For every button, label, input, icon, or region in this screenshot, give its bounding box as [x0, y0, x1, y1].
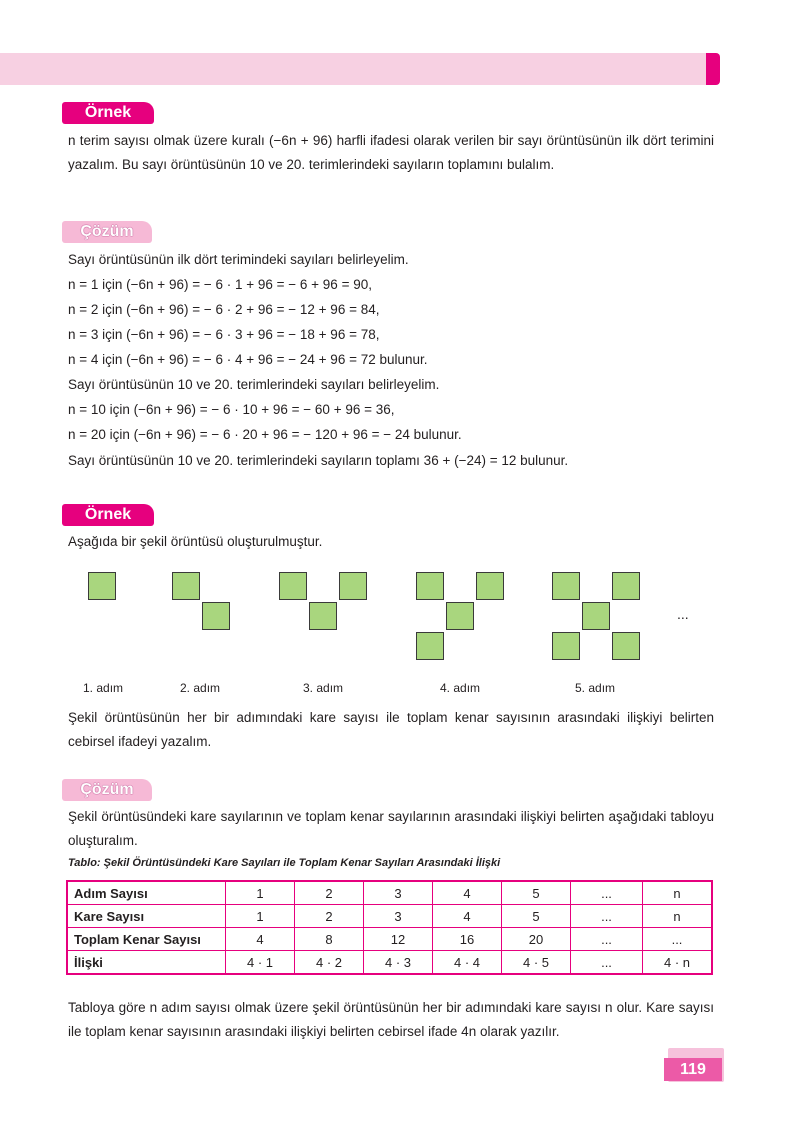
- pattern-square: [339, 572, 367, 600]
- table-cell: 4 · 5: [502, 951, 571, 975]
- table-cell: 5: [502, 881, 571, 905]
- step-label: 1. adım: [83, 681, 124, 695]
- table-cell: 2: [295, 905, 364, 928]
- solution-line: Sayı örüntüsünün 10 ve 20. terimlerindeki sayıları belirleyelim.: [68, 377, 440, 392]
- row-header: Kare Sayısı: [67, 905, 226, 928]
- relation-table: [66, 880, 713, 975]
- table-cell: 4 · n: [643, 951, 713, 975]
- pattern-square: [172, 572, 200, 600]
- solution-line: Sayı örüntüsünün ilk dört terimindeki sayıları belirleyelim.: [68, 252, 409, 267]
- table-cell: 8: [295, 928, 364, 951]
- pattern-square: [612, 632, 640, 660]
- table-cell: 1: [226, 905, 295, 928]
- table-cell: 4 · 1: [226, 951, 295, 975]
- pattern-square: [416, 632, 444, 660]
- step-label: 3. adım: [303, 681, 344, 695]
- table-cell: 4 · 2: [295, 951, 364, 975]
- conclusion-text: Tabloya göre n adım sayısı olmak üzere şekil örüntüsünün her bir adımındaki kare sayısı n olur. Kare sayısı ile toplam kenar sayısının arasındaki ilişkiyi belirten cebirsel ifade 4n olarak yazılır.: [68, 1000, 714, 1039]
- pattern-square: [202, 602, 230, 630]
- step-label: 5. adım: [575, 681, 616, 695]
- table-cell: n: [643, 905, 713, 928]
- table-cell: 5: [502, 905, 571, 928]
- table-cell: 20: [502, 928, 571, 951]
- table-cell: 2: [295, 881, 364, 905]
- table-caption: Tablo: Şekil Örüntüsündeki Kare Sayıları ile Toplam Kenar Sayıları Arasındaki İlişki: [68, 857, 501, 869]
- example-text: n terim sayısı olmak üzere kuralı (−6n + 96) harfli ifadesi olarak verilen bir sayı örüntüsünün ilk dört terimini yazalım. Bu sayı örüntüsünün 10 ve 20. terimlerindeki sayıların toplamını bulalım.: [68, 133, 714, 172]
- solution-line: n = 10 için (−6n + 96) = − 6 · 10 + 96 = − 60 + 96 = 36,: [68, 402, 395, 417]
- solution-badge: Çözüm: [62, 221, 152, 243]
- step-label: 2. adım: [180, 681, 221, 695]
- header-band: [0, 53, 712, 85]
- solution-line: n = 20 için (−6n + 96) = − 6 · 20 + 96 = − 120 + 96 = − 24 bulunur.: [68, 427, 462, 442]
- table-cell: ...: [643, 928, 713, 951]
- pattern-square: [552, 632, 580, 660]
- table-cell: 12: [364, 928, 433, 951]
- pattern-square: [309, 602, 337, 630]
- pattern-square: [476, 572, 504, 600]
- table-cell: 1: [226, 881, 295, 905]
- table-cell: ...: [571, 928, 643, 951]
- table-row: [67, 928, 712, 951]
- table-cell: ...: [571, 881, 643, 905]
- page-number: 119: [664, 1058, 722, 1081]
- table-cell: 4 · 3: [364, 951, 433, 975]
- example-text: Şekil örüntüsünün her bir adımındaki kare sayısı ile toplam kenar sayısının arasındaki ilişkiyi belirten cebirsel ifadeyi yazalım.: [68, 710, 714, 749]
- table-cell: n: [643, 881, 713, 905]
- row-header: Adım Sayısı: [67, 881, 226, 905]
- pattern-square: [446, 602, 474, 630]
- pattern-square: [416, 572, 444, 600]
- pattern-square: [552, 572, 580, 600]
- header-tab: [706, 53, 720, 85]
- table-cell: 3: [364, 881, 433, 905]
- row-header: İlişki: [67, 951, 226, 975]
- table-cell: ...: [571, 951, 643, 975]
- table-cell: 3: [364, 905, 433, 928]
- solution-line: Sayı örüntüsünün 10 ve 20. terimlerindeki sayıların toplamı 36 + (−24) = 12 bulunur.: [68, 453, 569, 468]
- pattern-ellipsis: ...: [677, 606, 689, 622]
- table-cell: 4: [226, 928, 295, 951]
- example-badge: Örnek: [62, 102, 154, 124]
- pattern-square: [582, 602, 610, 630]
- table-cell: 4: [433, 905, 502, 928]
- example-badge: Örnek: [62, 504, 154, 526]
- table-row: [67, 905, 712, 928]
- table-cell: 4 · 4: [433, 951, 502, 975]
- solution-text: Şekil örüntüsündeki kare sayılarının ve toplam kenar sayılarının arasındaki ilişkiyi belirten aşağıdaki tabloyu oluşturalım.: [68, 809, 714, 848]
- solution-badge: Çözüm: [62, 779, 152, 801]
- table-cell: 4: [433, 881, 502, 905]
- solution-line: n = 4 için (−6n + 96) = − 6 · 4 + 96 = − 24 + 96 = 72 bulunur.: [68, 352, 428, 367]
- table-cell: ...: [571, 905, 643, 928]
- table-row: [67, 951, 712, 975]
- pattern-square: [279, 572, 307, 600]
- solution-line: n = 3 için (−6n + 96) = − 6 · 3 + 96 = − 18 + 96 = 78,: [68, 327, 380, 342]
- solution-line: n = 2 için (−6n + 96) = − 6 · 2 + 96 = − 12 + 96 = 84,: [68, 302, 380, 317]
- pattern-square: [88, 572, 116, 600]
- table-cell: 16: [433, 928, 502, 951]
- solution-line: n = 1 için (−6n + 96) = − 6 · 1 + 96 = − 6 + 96 = 90,: [68, 277, 372, 292]
- step-label: 4. adım: [440, 681, 481, 695]
- pattern-square: [612, 572, 640, 600]
- table-row: [67, 881, 712, 905]
- example-intro: Aşağıda bir şekil örüntüsü oluşturulmuştur.: [68, 534, 323, 549]
- row-header: Toplam Kenar Sayısı: [67, 928, 226, 951]
